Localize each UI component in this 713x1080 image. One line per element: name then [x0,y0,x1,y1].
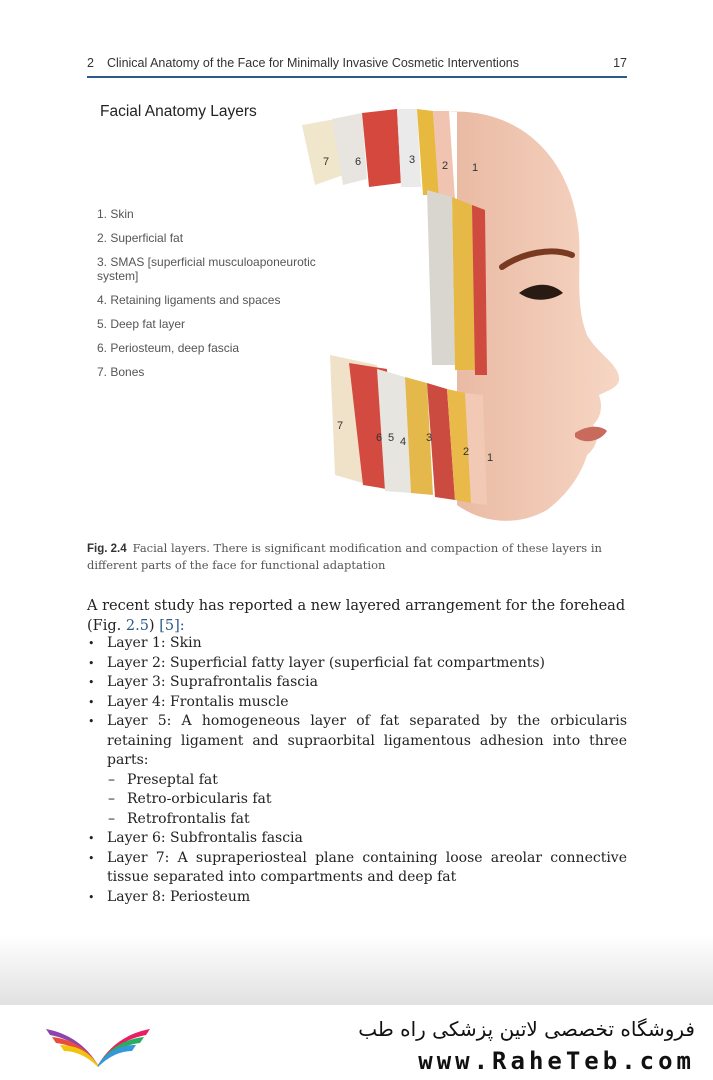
layer-list [87,634,627,907]
mid-layer-band [427,190,487,375]
dash: – [108,810,115,827]
sub-text: Preseptal fat [127,771,218,788]
upper-label-3: 3 [409,154,416,166]
book-logo-icon [38,1015,158,1075]
intro-text: A recent study has reported a new layered arrangement for the forehead (Fig. [87,598,626,634]
upper-label-6: 6 [355,156,362,168]
bullet: • [88,851,95,865]
upper-layer-band [302,109,455,199]
chapter-number: 2 [87,56,94,70]
lower-label-2: 2 [463,446,470,458]
dash: – [108,791,115,807]
bullet: • [88,890,95,904]
list-item [87,712,627,829]
intro-paragraph [87,596,627,636]
figure-facial-layers [87,95,627,530]
list-item [87,654,627,674]
upper-label-2: 2 [442,160,449,172]
legend-item: 2. Superficial fat [97,231,184,245]
legend-item: 4. Retaining ligaments and spaces [97,293,281,307]
running-head [87,54,627,78]
sub-text: Retro-orbicularis fat [127,791,272,807]
lower-label-1: 1 [487,452,494,464]
sub-text: Retrofrontalis fat [127,810,250,827]
lower-label-3: 3 [426,432,433,444]
lower-label-7: 7 [337,420,344,432]
layer-text: Layer 7: A supraperiosteal plane containing loose areolar connective tissue separated into compartments and deep fat [107,849,627,885]
header-rule [87,76,627,78]
list-item [87,673,627,693]
layer-text: Layer 5: A homogeneous layer of fat separated by the orbicularis retaining ligament and supraorbital ligamentous adhesion into three parts: [107,713,627,768]
intro-close: ) [148,618,155,634]
figure-legend [97,207,347,389]
layer-text: Layer 2: Superficial fatty layer (superficial fat compartments) [107,654,545,671]
legend-item: 7. Bones [97,365,145,379]
figure-title: Facial Anatomy Layers [100,103,257,120]
legend-item: 3. SMAS [superficial musculoaponeurotic system] [97,255,316,283]
layer-text: Layer 4: Frontalis muscle [107,693,289,710]
chapter-title: Clinical Anatomy of the Face for Minimally Invasive Cosmetic Interventions [107,56,519,70]
page-number: 17 [613,56,627,70]
sub-list-item [107,790,627,810]
shop-name: فروشگاه تخصصی لاتین پزشکی راه طب [358,1017,695,1041]
list-item [87,829,627,849]
caption-text: Facial layers. There is significant modification and compaction of these layers in different parts of the face for functional adaptation [87,541,602,572]
layer-text: Layer 8: Periosteum [107,888,251,905]
shop-url[interactable]: www.RaheTeb.com [418,1047,695,1075]
lower-label-6: 6 [376,432,383,444]
bullet: • [88,637,95,650]
lower-label-5: 5 [388,432,395,444]
dash: – [108,771,115,788]
caption-label: Fig. 2.4 [87,543,127,555]
lower-label-4: 4 [400,436,407,448]
list-item [87,888,627,908]
sub-list-item [107,810,627,830]
layer5-sublist [107,771,627,830]
list-item [87,693,627,713]
layer-text: Layer 1: Skin [107,635,202,651]
upper-label-1: 1 [472,162,479,174]
legend-item: 6. Periosteum, deep fascia [97,341,240,355]
legend-item: 5. Deep fat layer [97,317,186,331]
layer-text: Layer 6: Subfrontalis fascia [107,830,303,846]
figure-caption [87,540,627,573]
list-item [87,634,627,654]
legend-item: 1. Skin [97,207,134,221]
sub-list-item [107,771,627,791]
figure-reference-link[interactable]: 2.5 [125,618,149,634]
list-item [87,849,627,888]
bullet: • [88,656,95,670]
upper-label-7: 7 [323,156,330,168]
citation-link[interactable]: [5]: [159,618,185,634]
page-bottom-shadow [0,935,713,1005]
bullet: • [88,676,95,689]
shop-banner [0,1005,713,1080]
layer-text: Layer 3: Suprafrontalis fascia [107,674,318,690]
bullet: • [88,695,95,709]
bullet: • [88,715,95,728]
bullet: • [88,832,95,845]
